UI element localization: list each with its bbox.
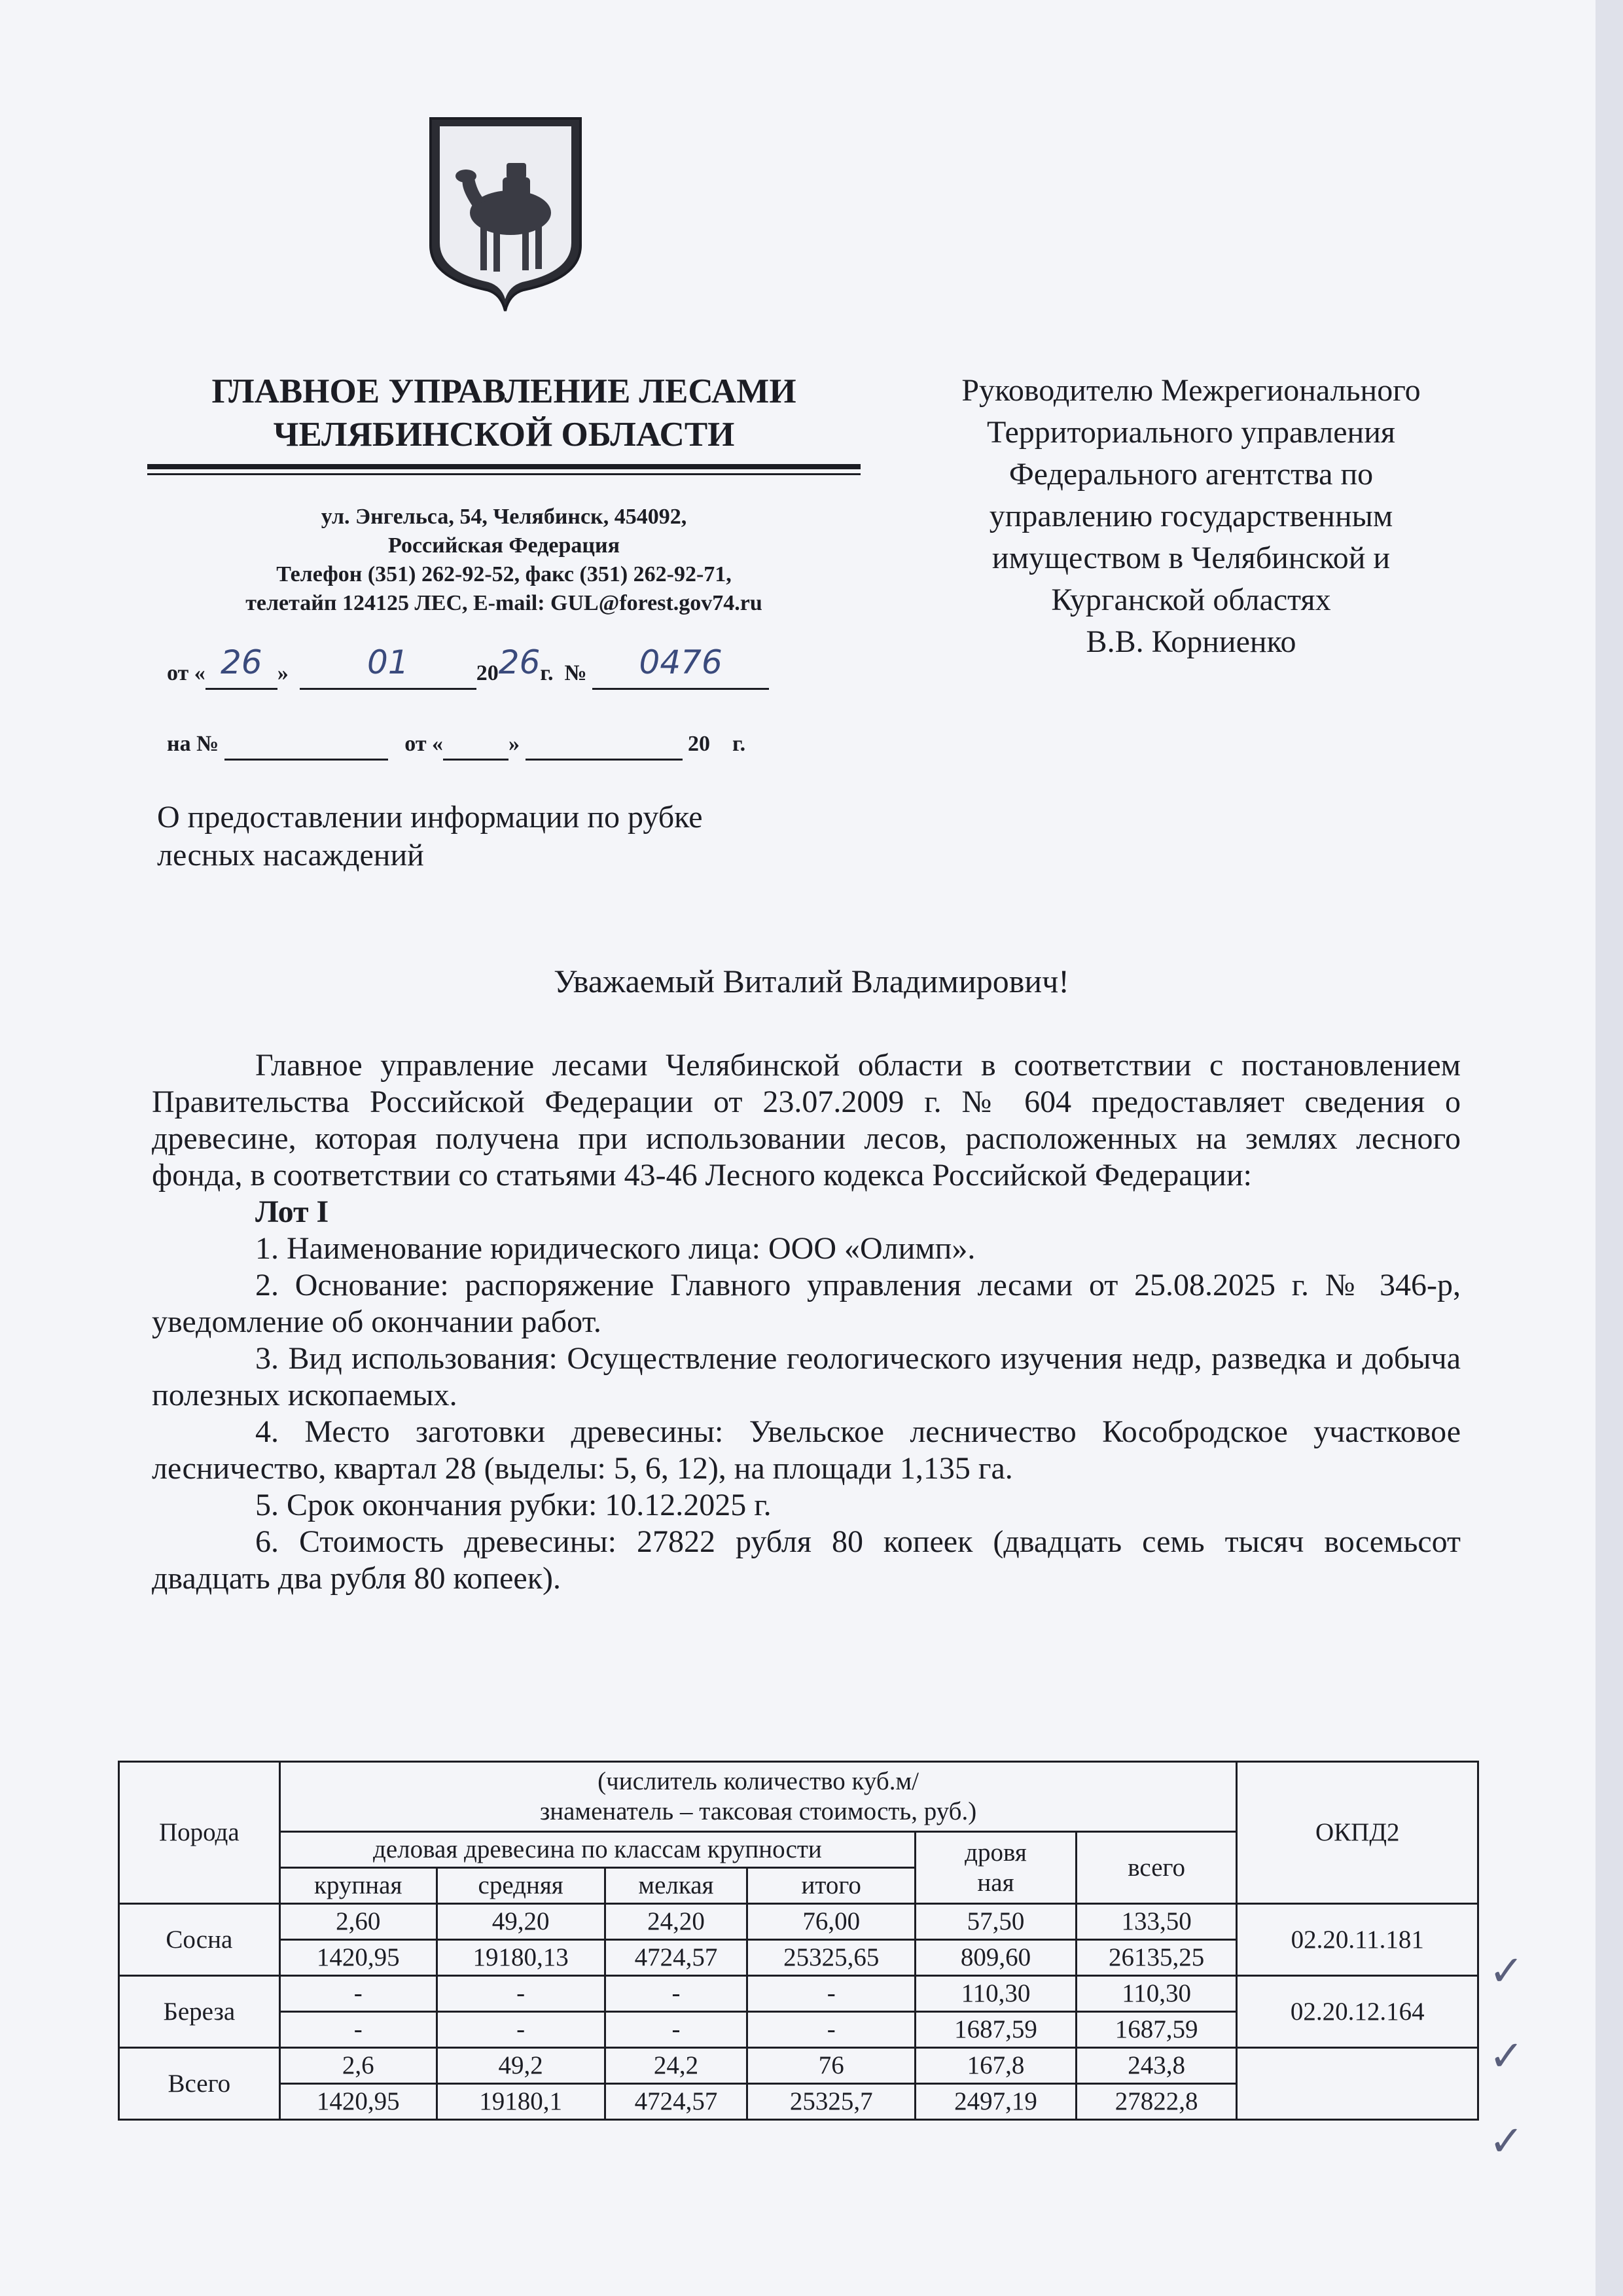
volume-cell: 167,8 (916, 2048, 1077, 2084)
species-cell: Сосна (119, 1904, 280, 1976)
volume-cell: - (747, 1976, 916, 2012)
outgoing-date-number: от « 26 » 01 2026г. № 0476 (167, 655, 769, 690)
recipient-line: имуществом в Челябинской и (991, 541, 1391, 575)
cost-cell: 1420,95 (279, 1940, 437, 1976)
header-business-timber: деловая древесина по классам крупности (279, 1832, 915, 1868)
year-prefix: 20 (476, 661, 499, 685)
header-thin-rule (147, 473, 861, 475)
reply-reference: на № от « » 20 г. (167, 730, 745, 761)
address-country: Российская Федерация (388, 533, 620, 558)
recipient-block (897, 370, 1486, 663)
cost-cell: 25325,7 (747, 2084, 916, 2120)
greeting: Уважаемый Виталий Владимирович! (554, 963, 1069, 999)
volume-cell: 49,2 (437, 2048, 605, 2084)
page-edge (1596, 0, 1623, 2296)
table-row (119, 1904, 1478, 1940)
check-mark-icon: ✓ (1489, 1947, 1524, 1996)
outgoing-number: 0476 (639, 643, 722, 681)
outgoing-year: 26 (498, 643, 541, 681)
cost-cell: 25325,65 (747, 1940, 916, 1976)
header-total: всего (1076, 1832, 1237, 1904)
list-item: 1. Наименование юридического лица: ООО «Олимп». (255, 1231, 976, 1266)
list-item: 4. Место заготовки древесины: Увельское лесничество Кособродское участковое лесничество, квартал 28 (выделы: 5, 6, 12), на площади 1,135 га. (152, 1414, 1461, 1486)
recipient-line: управлению государственным (989, 499, 1393, 533)
cost-cell: 809,60 (916, 1940, 1077, 1976)
header-small: мелкая (605, 1868, 747, 1904)
header-fuel-timber: дровя ная (916, 1832, 1077, 1904)
okpd-cell: 02.20.12.164 (1237, 1976, 1478, 2048)
volume-cell: 133,50 (1076, 1904, 1237, 1940)
recipient-line: Федерального агентства по (1008, 457, 1374, 492)
volume-cell: 24,20 (605, 1904, 747, 1940)
volume-cell: - (437, 1976, 605, 2012)
reply-year-prefix: 20 (688, 732, 711, 756)
from-label: от « (167, 661, 205, 685)
recipient-line: Руководителю Межрегионального (961, 373, 1421, 408)
recipient-name: В.В. Корниенко (1086, 624, 1296, 659)
volume-cell: 76 (747, 2048, 916, 2084)
okpd-cell (1237, 2048, 1478, 2120)
letter-body (152, 1047, 1461, 1597)
volume-cell: 110,30 (916, 1976, 1077, 2012)
cost-cell: 2497,19 (916, 2084, 1077, 2120)
reply-from-label: от « (404, 732, 444, 756)
header-thick-rule (147, 464, 861, 469)
list-item: 6. Стоимость древесины: 27822 рубля 80 копеек (двадцать семь тысяч восемьсот двадцать два рубля 80 копеек). (152, 1524, 1461, 1596)
list-item: 2. Основание: распоряжение Главного управления лесами от 25.08.2025 г. № 346-р, уведомление об окончании работ. (152, 1268, 1461, 1339)
letter-subject (157, 798, 877, 874)
volume-cell: 110,30 (1076, 1976, 1237, 2012)
okpd-cell: 02.20.11.181 (1237, 1904, 1478, 1976)
timber-table (118, 1761, 1479, 2121)
volume-cell: 57,50 (916, 1904, 1077, 1940)
cost-cell: - (279, 2012, 437, 2048)
volume-cell: 2,6 (279, 2048, 437, 2084)
recipient-line: Курганской областях (1051, 583, 1331, 617)
list-item: 3. Вид использования: Осуществление геологического изучения недр, разведка и добыча полезных ископаемых. (152, 1341, 1461, 1412)
check-mark-icon: ✓ (1489, 2117, 1524, 2166)
cost-cell: 19180,13 (437, 1940, 605, 1976)
header-okpd: ОКПД2 (1237, 1762, 1478, 1904)
volume-cell: 24,2 (605, 2048, 747, 2084)
header-large: крупная (279, 1868, 437, 1904)
recipient-line: Территориального управления (987, 415, 1395, 450)
volume-cell: 49,20 (437, 1904, 605, 1940)
caption-line1: (числитель количество куб.м/ (597, 1767, 919, 1795)
reply-number-label: на № (167, 732, 219, 756)
subject-line1: О предоставлении информации по рубке (157, 800, 703, 834)
cost-cell: 19180,1 (437, 2084, 605, 2120)
cost-cell: 4724,57 (605, 1940, 747, 1976)
caption-line2: знаменатель – таксовая стоимость, руб.) (539, 1797, 977, 1825)
check-mark-icon: ✓ (1489, 2032, 1524, 2081)
table-row (119, 2048, 1478, 2084)
volume-cell: 76,00 (747, 1904, 916, 1940)
organization-name-line1: ГЛАВНОЕ УПРАВЛЕНИЕ ЛЕСАМИ (211, 372, 796, 410)
teletype-email: телетайп 124125 ЛЕС, E-mail: GUL@forest.gov74.ru (245, 591, 762, 615)
volume-cell: - (605, 1976, 747, 2012)
header-medium: средняя (437, 1868, 605, 1904)
cost-cell: 27822,8 (1076, 2084, 1237, 2120)
subject-line2: лесных насаждений (157, 838, 424, 872)
cost-cell: 1420,95 (279, 2084, 437, 2120)
outgoing-month: 01 (366, 643, 409, 681)
header-subtotal: итого (747, 1868, 916, 1904)
cost-cell: - (747, 2012, 916, 2048)
volume-cell: - (279, 1976, 437, 2012)
species-cell: Всего (119, 2048, 280, 2120)
phone-fax: Телефон (351) 262-92-52, факс (351) 262-92-71, (276, 562, 732, 586)
reply-year-suffix: г. (732, 732, 746, 756)
cost-cell: 1687,59 (916, 2012, 1077, 2048)
header-species: Порода (119, 1762, 280, 1904)
header-caption (279, 1762, 1237, 1832)
sender-organization (147, 370, 861, 618)
coat-of-arms-emblem (425, 115, 586, 317)
outgoing-day: 26 (220, 643, 262, 681)
intro-paragraph: Главное управление лесами Челябинской области в соответствии с постановлением Правительства Российской Федерации от 23.07.2009 г. № 604 предоставляет сведения о древесине, которая получена при использовании лесов, расположенных на землях лесного фонда, в соответствии со статьями 43-46 Лесного кодекса Российской Федерации: (152, 1048, 1461, 1193)
cost-cell: 26135,25 (1076, 1940, 1237, 1976)
cost-cell: - (437, 2012, 605, 2048)
list-item: 5. Срок окончания рубки: 10.12.2025 г. (255, 1488, 772, 1522)
cost-cell: 1687,59 (1076, 2012, 1237, 2048)
volume-cell: 243,8 (1076, 2048, 1237, 2084)
table-row (119, 1976, 1478, 2012)
cost-cell: 4724,57 (605, 2084, 747, 2120)
species-cell: Береза (119, 1976, 280, 2048)
year-suffix: г. (540, 661, 554, 685)
number-label: № (564, 661, 587, 685)
organization-name-line2: ЧЕЛЯБИНСКОЙ ОБЛАСТИ (273, 416, 735, 454)
address-street: ул. Энгельса, 54, Челябинск, 454092, (321, 505, 687, 529)
lot-heading: Лот I (255, 1194, 329, 1229)
cost-cell: - (605, 2012, 747, 2048)
volume-cell: 2,60 (279, 1904, 437, 1940)
